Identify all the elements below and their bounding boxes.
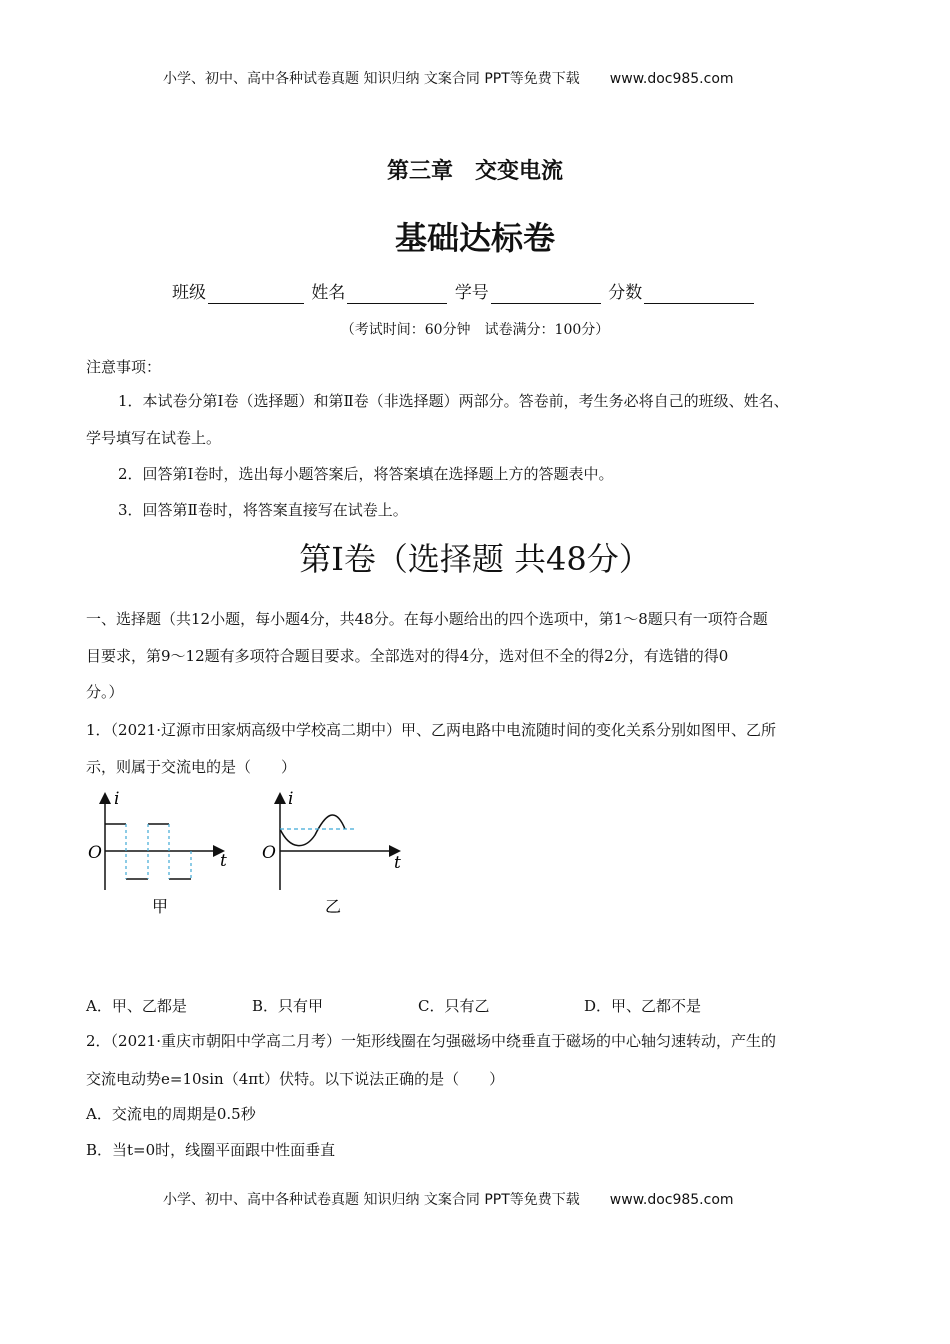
current-graphs-figure [80,780,420,920]
graph-b [280,795,398,890]
question-2-text: 2．（2021·重庆市朝阳中学高二月考）一矩形线圈在匀强磁场中绕垂直于磁场的中心轴匀速转动，产生的 [86,1032,776,1050]
graph-a [105,795,222,890]
score-field[interactable] [644,287,754,304]
section-title: 第Ⅰ卷（选择题 共48分） [299,540,651,578]
header-site-link[interactable]: www.doc985.com [609,71,734,87]
figure-a-label: 甲 [152,897,169,916]
origin-label-b: O [262,843,276,863]
question-2-text: 交流电动势e=10sin（4πt）伏特。以下说法正确的是（ ） [86,1070,505,1088]
exam-info: （考试时间：60分钟 试卷满分：100分） [340,322,610,338]
q1-option-d[interactable]: D．甲、乙都不是 [584,997,702,1015]
axis-t-label-b: t [394,853,401,873]
axis-i-label-a: i [114,789,120,809]
question-1-text: 1．（2021·辽源市田家炳高级中学校高二期中）甲、乙两电路中电流随时间的变化关系分别如图甲、乙所 [86,721,776,739]
q2-option-b[interactable]: B．当t=0时，线圈平面跟中性面垂直 [86,1141,336,1159]
axis-t-label-a: t [220,851,227,871]
q2-option-a[interactable]: A．交流电的周期是0.5秒 [86,1105,256,1123]
footer-site-link[interactable]: www.doc985.com [609,1192,734,1208]
footer-text: 小学、初中、高中各种试卷真题 知识归纳 文案合同 PPT等免费下载 [163,1192,580,1208]
section-intro-line: 一、选择题（共12小题，每小题4分，共48分。在每小题给出的四个选项中，第1～8题只有一项符合题 [86,610,768,628]
note-item: 2．回答第Ⅰ卷时，选出每小题答案后，将答案填在选择题上方的答题表中。 [118,465,614,483]
header-text: 小学、初中、高中各种试卷真题 知识归纳 文案合同 PPT等免费下载 [163,71,580,87]
section-intro-line: 目要求，第9～12题有多项符合题目要求。全部选对的得4分，选对但不全的得2分，有选错的得0 [86,647,729,665]
q1-option-b[interactable]: B．只有甲 [252,997,324,1015]
question-1-text: 示，则属于交流电的是（ ） [86,758,297,776]
figure-b-label: 乙 [325,897,342,916]
note-item: 3．回答第Ⅱ卷时，将答案直接写在试卷上。 [118,501,408,519]
chapter-title: 第三章 交变电流 [386,159,563,184]
page-footer [163,1190,734,1210]
page-title: 基础达标卷 [394,219,555,257]
q1-option-a[interactable]: A．甲、乙都是 [86,997,187,1015]
id-field[interactable] [491,287,601,304]
score-label: 分数 [608,283,643,303]
note-item: 学号填写在试卷上。 [86,429,222,447]
id-label: 学号 [454,283,489,303]
page-header [163,69,734,89]
axis-i-label-b: i [288,789,294,809]
notes-heading: 注意事项： [86,358,162,376]
origin-label-a: O [88,843,102,863]
class-label: 班级 [172,283,206,303]
name-label: 姓名 [311,283,346,303]
note-item: 1．本试卷分第Ⅰ卷（选择题）和第Ⅱ卷（非选择题）两部分。答卷前，考生务必将自己的班级、姓名、 [118,392,789,410]
section-intro-line: 分。） [86,683,124,701]
student-info-fields [172,282,756,304]
q1-option-c[interactable]: C．只有乙 [418,997,490,1015]
class-field[interactable] [208,287,304,304]
name-field[interactable] [347,287,447,304]
